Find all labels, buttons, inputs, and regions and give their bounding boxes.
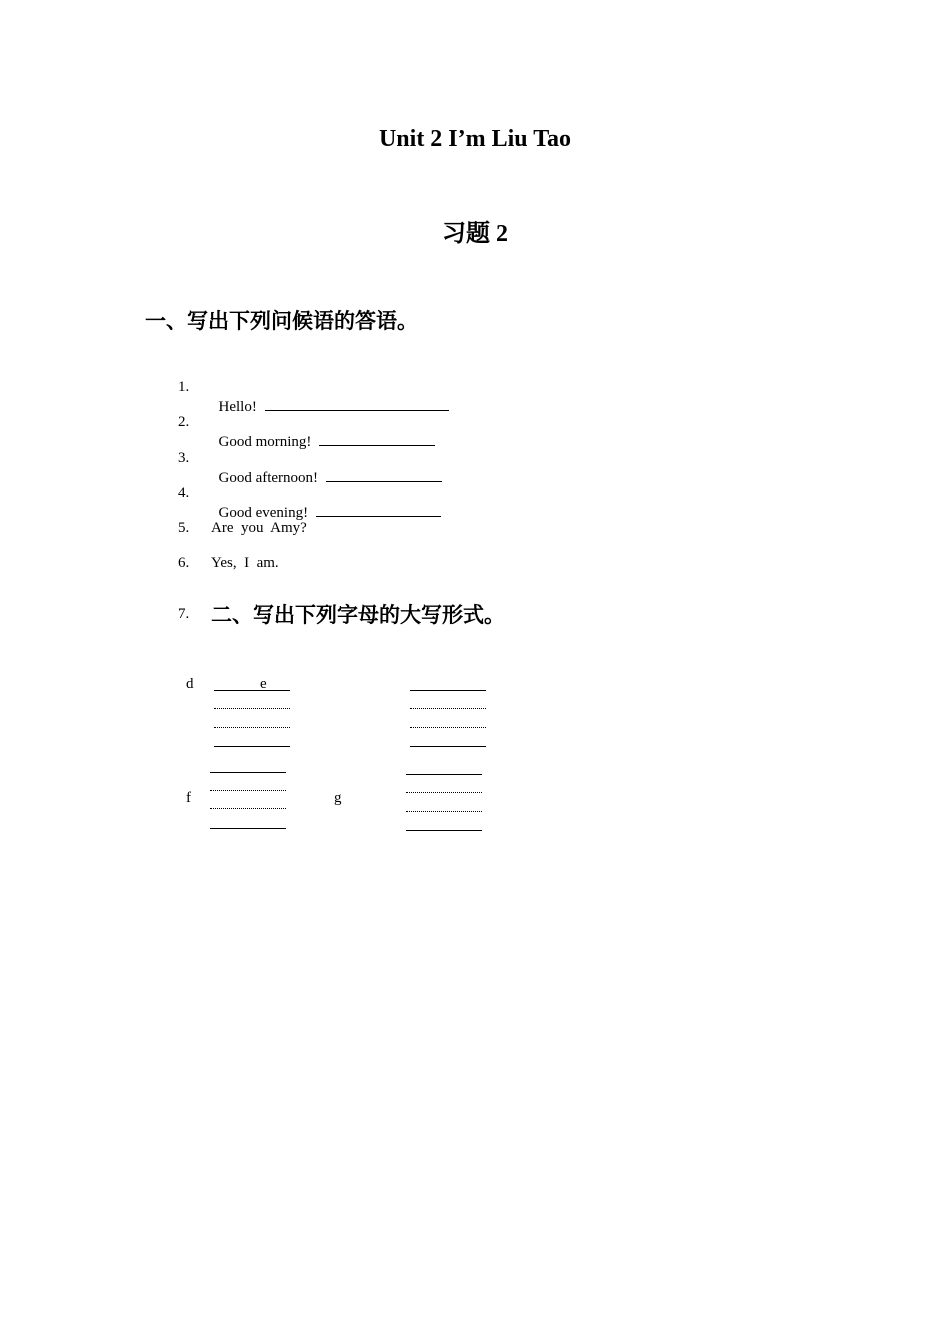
greeting-text: Good evening!	[218, 505, 309, 521]
writing-line-top	[406, 774, 482, 775]
writing-line-bottom[interactable]	[214, 746, 290, 747]
section-2-heading: 二、写出下列字母的大写形式。	[211, 603, 505, 627]
writing-line-dotted	[214, 708, 290, 709]
writing-line-dotted	[406, 811, 482, 812]
writing-line-top	[410, 690, 486, 691]
item-number: 7.	[178, 606, 190, 622]
greeting-item	[211, 485, 441, 522]
greeting-text: Hello!	[218, 399, 257, 415]
letter-f: f	[186, 790, 191, 806]
letter-e: e	[260, 676, 267, 692]
section-1-heading: 一、写出下列问候语的答语。	[145, 309, 418, 333]
answer-blank[interactable]	[319, 431, 435, 446]
item-number: 6.	[178, 555, 190, 571]
answer-blank[interactable]	[316, 502, 441, 517]
writing-line-dotted	[210, 808, 286, 809]
greeting-text: Good morning!	[218, 434, 312, 450]
writing-line-bottom[interactable]	[410, 746, 486, 747]
greeting-item: Are you Amy?	[211, 520, 307, 536]
writing-line-dotted	[410, 727, 486, 728]
item-number: 5.	[178, 520, 190, 536]
letter-d: d	[186, 676, 194, 692]
item-number: 1.	[178, 379, 190, 395]
writing-line-top	[210, 772, 286, 773]
greeting-item	[211, 379, 449, 416]
writing-line-dotted	[410, 708, 486, 709]
writing-line-top	[214, 690, 290, 691]
answer-blank[interactable]	[265, 396, 449, 411]
greeting-item	[211, 414, 435, 451]
item-number: 4.	[178, 485, 190, 501]
greeting-item: Yes, I am.	[211, 555, 279, 571]
writing-line-bottom[interactable]	[406, 830, 482, 831]
greeting-item	[211, 450, 442, 487]
item-number: 3.	[178, 450, 190, 466]
writing-line-dotted	[406, 792, 482, 793]
worksheet-title: Unit 2 I’m Liu Tao	[378, 126, 572, 152]
writing-line-bottom[interactable]	[210, 828, 286, 829]
writing-line-dotted	[210, 790, 286, 791]
greeting-text: Good afternoon!	[218, 470, 319, 486]
answer-blank[interactable]	[326, 467, 442, 482]
exercise-subtitle: 习题 2	[442, 221, 508, 247]
item-number: 2.	[178, 414, 190, 430]
letter-g: g	[334, 790, 342, 806]
writing-line-dotted	[214, 727, 290, 728]
